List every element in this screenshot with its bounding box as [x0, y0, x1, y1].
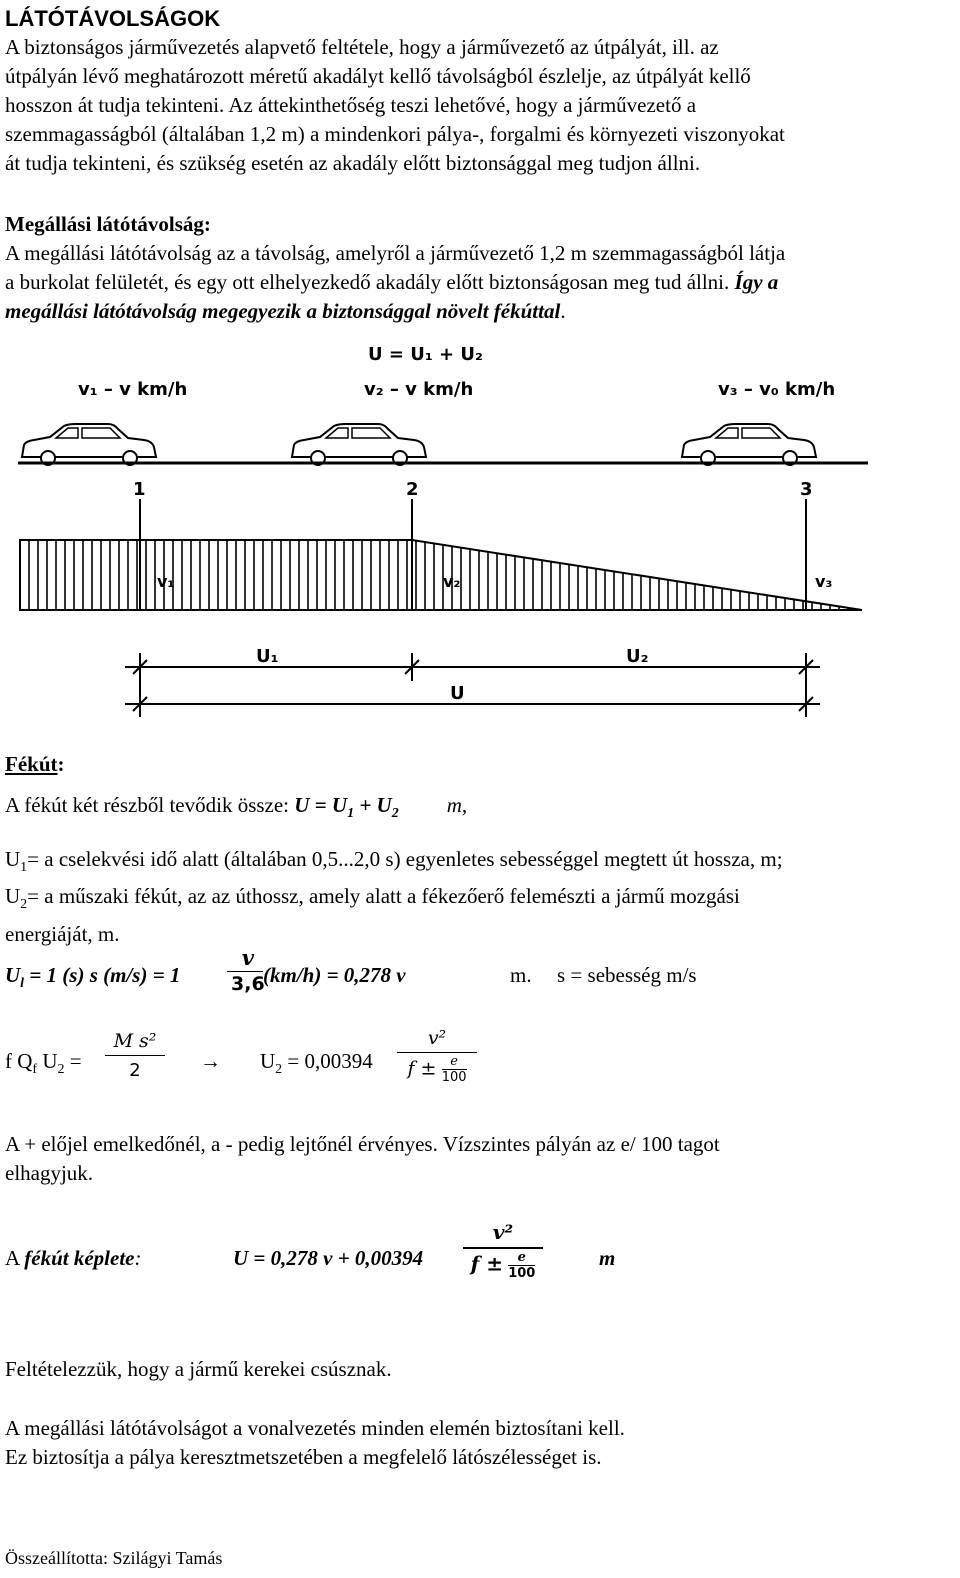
page-title: LÁTÓTÁVOLSÁGOK	[5, 6, 221, 31]
unit-text: m,	[446, 793, 468, 817]
emphasis-text: Így a	[734, 270, 779, 294]
text-span: :	[134, 1246, 142, 1270]
subscript: f	[32, 1062, 38, 1078]
car-icon	[22, 424, 156, 465]
fraction-numerator: v²	[427, 1027, 447, 1049]
note-line: A + előjel emelkedőnél, a - pedig lejtőnél érvényes. Vízszintes pályán az e/ 100 tagot	[5, 1132, 720, 1156]
formula-text: U = U	[294, 793, 348, 817]
subscript: 1	[20, 860, 28, 876]
car-icon	[682, 424, 816, 465]
velocity-label-3: v₃	[815, 572, 833, 591]
text-span: a burkolat felületét, és egy ott elhelyezkedő akadály előtt biztonságosan meg tud állni.	[5, 270, 735, 294]
fraction-ms2-over-2	[105, 1029, 165, 1084]
speed-label-1: v₁ – v km/h	[78, 379, 188, 400]
formula-text: f ±	[470, 1251, 503, 1276]
force-work-expression	[5, 1047, 82, 1084]
car-icon	[292, 424, 426, 465]
fraction-denominator: 2	[129, 1060, 141, 1081]
formula-text: (km/h) = 0,278 v	[263, 963, 406, 987]
fraction-numerator: e	[442, 1054, 467, 1070]
section-line	[5, 268, 955, 297]
footer-author: Összeállította: Szilágyi Tamás	[5, 1548, 223, 1568]
velocity-label-1: v₁	[157, 572, 175, 591]
formula-text: =	[64, 1049, 82, 1073]
section-line	[5, 297, 955, 326]
heading-colon: :	[57, 752, 65, 776]
assumption-text: Feltételezzük, hogy a jármű kerekei csúsznak.	[5, 1357, 392, 1381]
braking-sum-line	[5, 791, 955, 828]
unit-text: m	[599, 1246, 616, 1270]
subscript: 1	[347, 806, 355, 822]
text-span: A	[5, 1246, 25, 1270]
unit-text: m.	[510, 963, 532, 987]
formula-label	[5, 1244, 141, 1273]
braking-distance-formula	[5, 1218, 955, 1298]
text-span: .	[560, 299, 566, 323]
fraction-bar	[105, 1055, 165, 1056]
section-heading: Megállási látótávolság:	[5, 212, 211, 236]
arrow-icon: →	[200, 1049, 221, 1073]
velocity-label-2: v₂	[443, 572, 461, 591]
fraction-denominator: 100	[441, 1070, 467, 1085]
formula-text: U	[37, 1049, 58, 1073]
braking-section	[5, 750, 955, 949]
formula-u2	[5, 1025, 955, 1105]
fraction-bar	[463, 1247, 543, 1249]
symbol: U	[5, 847, 21, 872]
formula-u1	[5, 945, 955, 1007]
fraction-e-over-100	[442, 1054, 467, 1085]
fraction-denominator	[463, 1250, 543, 1281]
u2-expression	[260, 1047, 373, 1084]
text-span: A fékút két részből tevődik össze:	[5, 793, 295, 817]
diagram-formula: U = U₁ + U₂	[368, 344, 483, 365]
intro-line: át tudja tekinteni, és szükség esetén az akadály előtt biztonsággal meg tudjon állni.	[5, 151, 701, 175]
underlined-heading: Fékút	[5, 752, 58, 776]
fraction-bar	[397, 1052, 477, 1053]
symbol: U	[260, 1049, 276, 1073]
formula-text: f ±	[407, 1057, 437, 1080]
sign-note	[5, 1130, 955, 1188]
dimension-label-u1: U₁	[256, 646, 279, 667]
fraction-numerator: v	[241, 945, 254, 970]
note-text: s = sebesség m/s	[557, 963, 697, 987]
dimension-label-u2: U₂	[626, 646, 649, 667]
fraction-denominator: 3,6	[231, 973, 265, 995]
fraction-numerator: M s²	[113, 1030, 157, 1052]
speed-label-3: v₃ – v₀ km/h	[718, 379, 836, 400]
speed-profile-hatch	[20, 540, 857, 610]
fraction-denominator: 100	[508, 1266, 536, 1281]
closing-line: A megállási látótávolságot a vonalvezetés minden elemén biztosítani kell.	[5, 1416, 625, 1440]
emphasis-text: fékút képlete	[24, 1246, 135, 1270]
point-label-2: 2	[406, 479, 419, 500]
point-label-1: 1	[133, 479, 146, 500]
emphasis-text: megállási látótávolság megegyezik a biztonsággal növelt fékúttal	[5, 299, 561, 323]
sum-formula	[294, 793, 399, 822]
u1-definition	[5, 845, 955, 882]
u2-definition-cont: energiáját, m.	[5, 921, 120, 946]
dimension-label-u: U	[450, 683, 465, 704]
symbol: U	[5, 963, 21, 987]
closing-paragraph	[5, 1414, 955, 1472]
formula-text: U = 0,278 v + 0,00394	[233, 1246, 424, 1270]
formula-text: = 1 (s) s (m/s) = 1	[24, 963, 181, 987]
fraction-denominator	[397, 1054, 477, 1085]
symbol: U	[5, 884, 21, 909]
formula-u1-expression	[5, 961, 180, 998]
fraction-numerator: v²	[492, 1220, 514, 1244]
definition-text: = a cselekvési idő alatt (általában 0,5...2,0 s) egyenletes sebességgel megtett út hossza, m;	[27, 847, 783, 872]
fraction-e-over-100	[508, 1250, 535, 1281]
section-heading	[5, 750, 955, 779]
subscript: 2	[57, 1062, 65, 1078]
dimension-ticks	[133, 653, 813, 717]
fraction-numerator: e	[508, 1250, 535, 1266]
braking-distance-diagram	[0, 335, 960, 725]
speed-label-2: v₂ – v km/h	[364, 379, 474, 400]
point-label-3: 3	[800, 479, 813, 500]
intro-line: A biztonságos járművezetés alapvető feltétele, hogy a járművezető az útpályát, ill. az	[5, 35, 719, 59]
intro-line: szemmagasságból (általában 1,2 m) a mindenkori pálya-, forgalmi és környezeti viszonyokat	[5, 122, 785, 146]
subscript: 2	[391, 806, 399, 822]
fraction-v2-over-f	[397, 1025, 477, 1085]
note-line: elhagyjuk.	[5, 1161, 94, 1185]
section-line: A megállási látótávolság az a távolság, amelyről a járművezető 1,2 m szemmagasságból látja	[5, 241, 786, 265]
formula-text: f Q	[5, 1049, 33, 1073]
intro-line: útpályán lévő meghatározott méretű akadályt kellő távolságból észlelje, az útpályát kellő	[5, 64, 751, 88]
definition-text: = a műszaki fékút, az az úthossz, amely alatt a fékezőerő felemészti a jármű mozgási	[27, 884, 740, 909]
formula-text: + U	[354, 793, 392, 817]
closing-line: Ez biztosítja a pálya keresztmetszetében a megfelelő látószélességet is.	[5, 1445, 602, 1469]
subscript: 2	[20, 897, 28, 913]
intro-paragraph	[5, 33, 955, 178]
intro-line: hosszon át tudja tekinteni. Az áttekinthetőség teszi lehetővé, hogy a járművezető a	[5, 93, 697, 117]
stopping-sight-section	[5, 210, 955, 326]
formula-text: = 0,00394	[282, 1049, 373, 1073]
u2-definition	[5, 882, 955, 919]
fraction-v2-over-f	[463, 1218, 543, 1281]
subscript: 2	[275, 1062, 283, 1078]
subscript: l	[20, 976, 25, 992]
